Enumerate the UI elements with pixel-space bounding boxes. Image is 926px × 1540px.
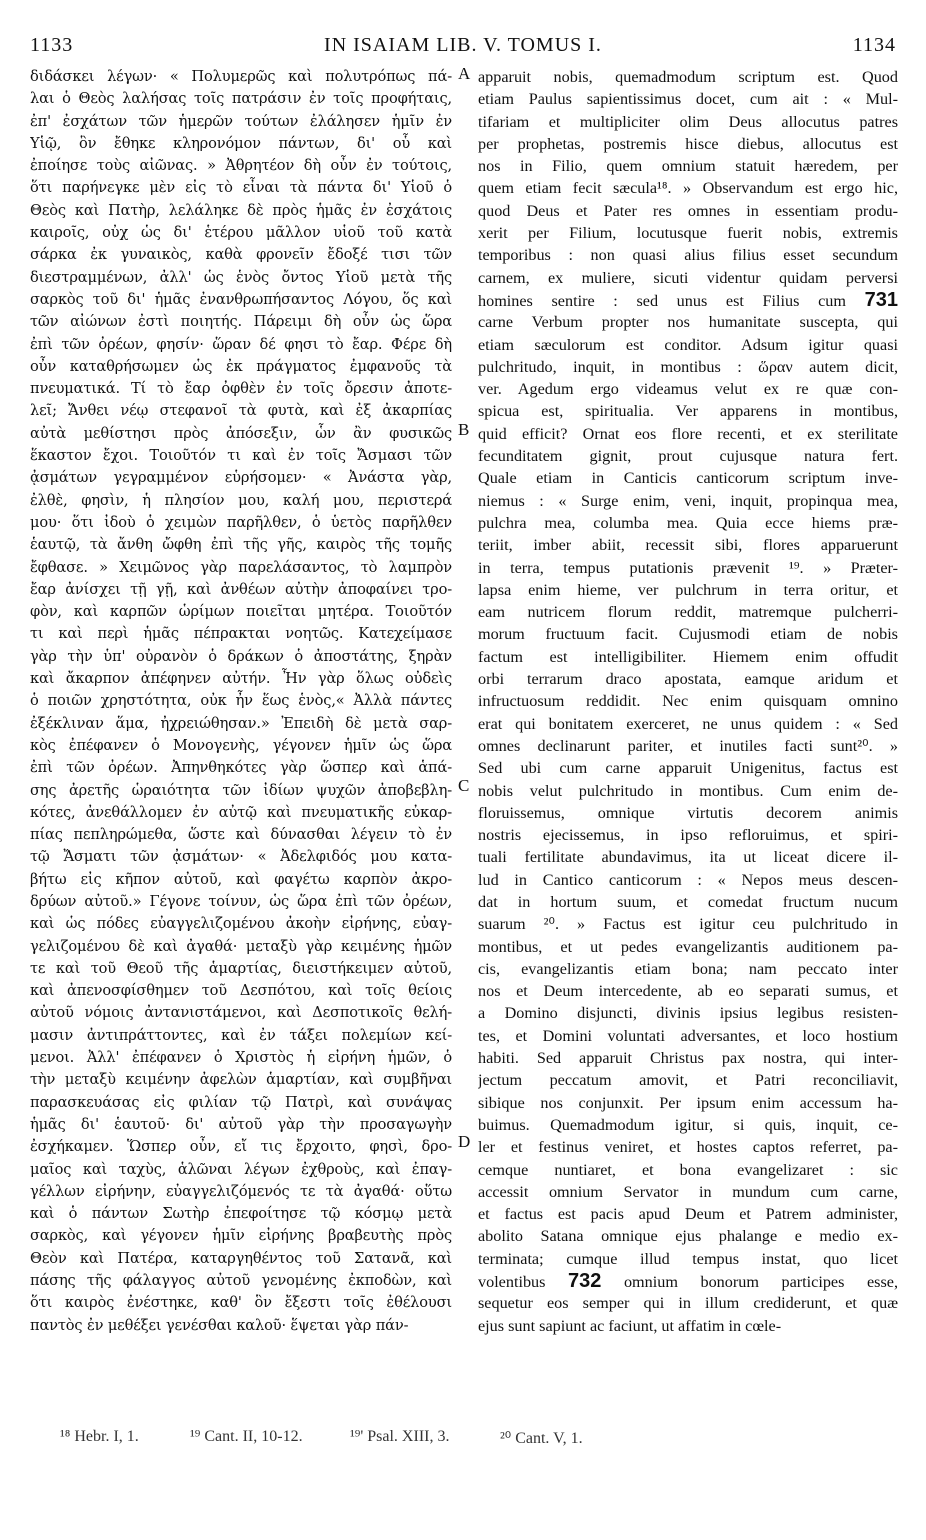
latin-text-line: floruissemus, omnique virtutis decorem animis xyxy=(478,803,898,822)
latin-column xyxy=(478,66,898,1337)
latin-text-line: nostris ejecissemus, in ipso refloruimus, et spiri- xyxy=(478,826,898,845)
greek-text-line: τὴν μεταξὺ κειμένην ἀφελὼν ἁμαρτίαν, καὶ συμβῆναι xyxy=(30,1071,452,1089)
latin-text-line: nobis velut pulchritudo in montibus. Cum enim de- xyxy=(478,781,898,800)
greek-text-line: σάρκα ἐκ γυναικὸς, καθὰ φρονεῖν ἔδοξέ τισι τῶν xyxy=(30,246,452,264)
greek-text-line: οὖν καταθρήσωμεν ὡς ἐκ πράγματος ἐμφανοῦς τὰ xyxy=(30,357,452,375)
latin-text-line: nos in Filio, quem omnium statuit hæredem, per xyxy=(478,157,898,176)
greek-text-line: γελιζομένου δὲ καὶ ἀγαθά· μεταξὺ γὰρ κειμένης ἡμῶν xyxy=(30,937,452,955)
greek-text-line: πάσης τῆς φάλαγγος αὐτοῦ γενομένης ἐκποδὼν, καὶ xyxy=(30,1272,452,1290)
column-page-marker: 731 xyxy=(864,288,898,311)
greek-text-line: φὸν, καὶ καρπῶν ὡρίμων ποιεῖται μητέρα. Τοιοῦτόν xyxy=(30,603,452,621)
latin-text-line: jectum peccatum amovit, et Patri reconciliavit, xyxy=(478,1071,898,1090)
greek-text-line: ἐλθὲ, φησὶν, ἡ πλησίον μου, καλή μου, περιστερά xyxy=(30,491,452,509)
latin-text-line: Quale etiam in Canticis canticorum scriptum inve- xyxy=(478,469,898,488)
greek-text-line: ἑαυτῷ, τὰ ἄνθη ὤφθη ἐπὶ τῆς γῆς, καιρὸς τῆς τομῆς xyxy=(30,536,452,554)
greek-text-line: Θεὸν καὶ Πατέρα, καταργηθέντος τοῦ Σατανᾶ, καὶ xyxy=(30,1249,452,1267)
greek-text-line: καὶ ἄκαρπον ἀπέφηνεν αὐτήν. Ἦν γὰρ ὅλως οὐδεὶς xyxy=(30,670,452,688)
greek-text-line: παντὸς ἐν μεθέξει γενέσθαι καλοῦ· ἕψεται γὰρ πάν- xyxy=(30,1316,409,1334)
latin-text-line: xerit per Filium, locutusque fuerit nobis, extremis xyxy=(478,224,898,243)
greek-text-line: σαρκὸς, καὶ γέγονεν ἡμῖν εἰρήνης βραβευτὴς πρὸς xyxy=(30,1227,452,1245)
greek-text-line: Θεὸς καὶ Πατὴρ, λελάληκε δὲ πρὸς ἡμᾶς ἐν ἐσχάτοις xyxy=(30,201,452,219)
latin-text-line: niemus : « Surge enim, veni, inquit, propinqua mea, xyxy=(478,491,898,510)
latin-text-line: pulchra mea, columba mea. Quia ecce hiems præ- xyxy=(478,513,898,532)
greek-text-line: παρασκευάσας εἰς φιλίαν τῷ Πατρὶ, καὶ συνάψας xyxy=(30,1093,452,1111)
footnote: ¹⁹ Cant. II, 10-12. xyxy=(190,1428,303,1445)
margin-letter-a: A xyxy=(458,64,471,83)
greek-text-line: δρύων αὐτοῦ.» Γέγονε τοίνυν, ὡς ὥρα ἐπὶ τῶν ὀρέων, xyxy=(30,892,452,910)
greek-text-line: καὶ ὡς πόδες εὐαγγελιζομένου ἀκοὴν εἰρήνης, εὐαγ- xyxy=(30,915,452,933)
latin-text-line: cemque nuntiaret, et bona evangelizaret : sic xyxy=(478,1160,898,1179)
latin-text-line: morum fructuum facit. Cujusmodi etiam de nobis xyxy=(478,625,898,644)
latin-text-line: sequetur eos semper qui in illum crediderunt, et quæ xyxy=(478,1294,898,1313)
footnote: ¹⁹' Psal. XIII, 3. xyxy=(350,1428,450,1445)
greek-text-line: πνευματικά. Τί τὸ ἔαρ ὀφθὲν ἐν τοῖς ὄρεσιν ἀποτε- xyxy=(30,380,452,398)
latin-text-line: ver. Agedum ergo videamus velut ex re quæ con- xyxy=(478,380,898,399)
latin-text-line: temporibus : non quasi alius filius esset secundum xyxy=(478,246,898,265)
latin-text-line: factum est intelligibiliter. Hiemem enim offudit xyxy=(478,647,898,666)
greek-text-line: ἡμᾶς δι' ἑαυτοῦ· δι' αὐτοῦ γὰρ τὴν προσαγωγὴν xyxy=(30,1115,452,1133)
latin-text-line: accessit omnium Servator in mundum cum carne, xyxy=(478,1182,898,1201)
latin-text-line: quod Deus et Pater res omnes in essentiam produ- xyxy=(478,201,898,220)
running-title: IN ISAIAM LIB. V. TOMUS I. xyxy=(324,34,602,56)
latin-text-line: etiam Paulus sapientissimus docet, cum ait : « Mul- xyxy=(478,90,898,109)
greek-text-line: τε καὶ τοῦ Θεοῦ τῆς ἁμαρτίας, διειστήκειμεν αὐτοῦ, xyxy=(30,959,452,977)
latin-text-line: etiam sæculorum est conditor. Adsum igitur quasi xyxy=(478,335,898,354)
latin-text-line: terminata; cumque illud tempus instat, quo licet xyxy=(478,1249,898,1268)
greek-text-line: αὐτὰ μεθίστησι πρὸς ἀπόσεξιν, ὧν ἂν φυσικῶς xyxy=(30,424,452,442)
latin-text-line: buimus. Quemadmodum igitur, si quis, inquit, ce- xyxy=(478,1115,898,1134)
greek-text-line: μου· ὅτι ἰδοὺ ὁ χειμὼν παρῆλθεν, ὁ ὑετὸς παρῆλθεν xyxy=(30,513,452,531)
greek-text-line: ἐπ' ἐσχάτων τῶν ἡμερῶν τούτων ἐλάλησεν ἡμῖν ἐν xyxy=(30,112,452,130)
latin-text-line: tifariam et multipliciter olim Deus allocutus patres xyxy=(478,112,898,131)
greek-text-line: ᾀσμάτων γεγραμμένον εὑρήσομεν· « Ἀνάστα γὰρ, xyxy=(30,469,452,487)
latin-text-line: eam nutricem florum reddit, matremque pulcherri- xyxy=(478,603,898,622)
margin-letter-b: B xyxy=(458,420,470,439)
margin-letter-c: C xyxy=(458,776,470,795)
greek-text-line: κὸς ἐπέφανεν ὁ Μονογενὴς, γέγονεν ἡμῖν ὡς ὥρα xyxy=(30,736,452,754)
latin-text-line: quid efficit? Ornat eos flore recenti, et ex sterilitate xyxy=(478,424,898,443)
latin-text-line: orbi terrarum draco apostata, eamque aridum et xyxy=(478,670,898,689)
latin-text-line: spicua est, spiritualia. Ver apparens in montibus, xyxy=(478,402,898,421)
greek-text-line: βήτω εἰς κῆπον αὐτοῦ, καὶ φαγέτω καρπὸν ἀκρο- xyxy=(30,870,452,888)
greek-text-line: καὶ ἀπενοσφίσθημεν τοῦ Δεσπότου, καὶ τοῖς θείοις xyxy=(30,982,452,1000)
greek-text-line: αὐτοῦ νόμοις ἀντανιστάμενοι, καὶ Δεσποτικοῖς θελή- xyxy=(30,1004,452,1022)
latin-text-line: volentibus 732 omnium bonorum participes esse, xyxy=(478,1270,898,1293)
greek-text-line: ἐξέκλιναν ἅμα, ἠχρειώθησαν.» Ἐπειδὴ δὲ μετὰ σαρ- xyxy=(30,714,452,732)
greek-text-line: γὰρ τὴν ὑπ' οὐρανὸν ὁ δράκων ὁ ἀποστάτης, ξηρὰν xyxy=(30,647,452,665)
greek-text-line: καὶ ὁ πάντων Σωτὴρ ἐπεφοίτησε τῷ κόσμῳ μετὰ xyxy=(30,1205,452,1223)
latin-text-line: apparuit nobis, quemadmodum scriptum est. Quod xyxy=(478,68,898,86)
greek-text-line: τῶν αἰώνων ἐστὶ ποιητής. Πάρειμι δὴ οὖν ὡς ὥρα xyxy=(30,313,452,331)
latin-text-line: ler et festinus veniret, et hostes captos referret, pa- xyxy=(478,1138,898,1157)
latin-text-line: infructuosum reddidit. Nec enim quisquam omnino xyxy=(478,692,898,711)
greek-text-line: κότες, ἀνεθάλλομεν ἐν αὐτῷ καὶ πνευματικῆς εὐκαρ- xyxy=(30,803,452,821)
latin-text-line: homines sentire : sed unus est Filius cum 731 xyxy=(478,288,898,311)
latin-text-line: Sed ubi cum carne apparuit Unigenitus, factus est xyxy=(478,759,898,778)
latin-text-line: a Domino disjuncti, divinis ipsius legibus resisten- xyxy=(478,1004,898,1023)
greek-text-line: ὅτι καιρὸς ἐνέστηκε, καθ' ὃν ἔξεστι τοῖς ἐθέλουσι xyxy=(30,1294,452,1312)
latin-text-line: carnem, ex muliere, sicuti videntur quidam perversi xyxy=(478,268,898,287)
greek-text-line: ὁ ποιῶν χρηστότητα, οὐκ ἦν ἕως ἑνὸς,« Ἀλλὰ πάντες xyxy=(30,692,452,710)
latin-text-line: erat qui bonitatem exerceret, ne unus quidem : « Sed xyxy=(478,714,898,733)
margin-letter-d: D xyxy=(458,1132,471,1151)
greek-text-line: διεστραμμένων, ἀλλ' ὡς ἑνὸς ὄντος Υἱοῦ μετὰ τῆς xyxy=(30,268,452,286)
latin-text-line: fecunditatem gignit, prout cujusque natura fert. xyxy=(478,447,898,466)
greek-text-line: γέλλων εἰρήνην, εὐαγγελιζόμενός τε τὰ ἀγαθά· οὕτω xyxy=(30,1182,452,1200)
latin-text-line: nos et Deum intercedente, ab eo separati sumus, et xyxy=(478,982,898,1001)
greek-text-line: ἐποίησε τοὺς αἰῶνας. » Ἀθρητέον δὴ οὖν ἐν τούτοις, xyxy=(30,157,452,175)
greek-text-line: ἔφθασε. » Χειμῶνος γὰρ παρελάσαντος, τὸ λαμπρὸν xyxy=(30,558,452,576)
latin-text-line: et factus est pacis apud Deum et Patrem administer, xyxy=(478,1205,898,1224)
latin-text-line: quem etiam fecit sæcula¹⁸. » Observandum est ergo hic, xyxy=(478,179,898,198)
page-header xyxy=(30,34,896,60)
greek-text-line: ἐπὶ τῶν ὀρέων, φησίν· ὥραν δέ φησι τὸ ἔαρ. Φέρε δὴ xyxy=(30,335,452,353)
greek-text-line: καιροῖς, οὐχ ὡς δι' ἑτέρου μᾶλλον υἱοῦ τοῦ κατὰ xyxy=(30,224,452,242)
footnotes xyxy=(60,1428,880,1452)
latin-text-line: pulchritudo, inquit, in montibus : ὥραν autem dicit, xyxy=(478,357,898,376)
greek-text-line: διδάσκει λέγων· « Πολυμερῶς καὶ πολυτρόπως πά- xyxy=(30,68,452,85)
page-number-right: 1134 xyxy=(852,34,896,56)
greek-text-line: τι καὶ περὶ ἡμᾶς πέπρακται νοητῶς. Κατεχείμασε xyxy=(30,625,452,643)
greek-text-line: ἐσχήκαμεν. Ὥσπερ οὖν, εἴ τις ἔρχοιτο, φησὶ, δρο- xyxy=(30,1138,452,1156)
latin-text-line: habiti. Sed apparuit Christus pax nostra, qui inter- xyxy=(478,1049,898,1068)
latin-text-line: carne Verbum propter nos humanitate suscepta, qui xyxy=(478,313,898,332)
greek-text-line: μαῖος καὶ ταχὺς, ἁλῶναι λέγων ἐχθροὺς, καὶ ἐπαγ- xyxy=(30,1160,452,1178)
latin-text-line: lapsa enim hieme, ver pulchrum in terra oritur, et xyxy=(478,580,898,599)
column-page-marker: 732 xyxy=(568,1270,602,1293)
greek-text-line: Υἱῷ, ὃν ἔθηκε κληρονόμον πάντων, δι' οὗ καὶ xyxy=(30,134,452,152)
latin-text-line: lud in Cantico canticorum : « Nepos meus descen- xyxy=(478,870,898,889)
page-number-left: 1133 xyxy=(30,34,74,56)
greek-text-line: μενοι. Ἀλλ' ἐπέφανεν ὁ Χριστὸς ἡ εἰρήνη ἡμῶν, ὁ xyxy=(30,1049,452,1067)
latin-text-line: tes, et Domini voluntati adversantes, et loco hostium xyxy=(478,1026,898,1045)
greek-text-line: λαι ὁ Θεὸς λαλήσας τοῖς πατράσιν ἐν τοῖς προφήταις, xyxy=(30,90,452,108)
latin-text-line: cis, evangelizantis etiam bona; nam peccato inter xyxy=(478,959,898,978)
latin-text-line: tuali fertilitate abundavimus, ita ut liceat dicere il- xyxy=(478,848,898,867)
latin-text-line: omnes declinarunt pariter, et inutiles facti sunt²⁰. » xyxy=(478,736,898,755)
latin-text-line: teriit, imber abiit, recessit sibi, flores apparuerunt xyxy=(478,536,898,555)
greek-column xyxy=(30,66,452,1337)
greek-text-line: ἕκαστον ἔχοι. Τοιοῦτόν τι καὶ ἐν τοῖς Ἄσμασι τῶν xyxy=(30,447,452,465)
greek-text-line: ἔαρ ἀνίσχει τῇ γῇ, καὶ ἀνθέων αὐτὴν ἀποφαίνει τρο- xyxy=(30,580,452,598)
greek-text-line: σης ἀρετῆς ὡραιότητα τῶν ἰδίων ψυχῶν ἀποβεβλη- xyxy=(30,781,452,799)
latin-text-line: per prophetas, postremis hisce diebus, allocutus est xyxy=(478,134,898,153)
greek-text-line: ὅτι παρήνεγκε μὲν εἰς τὸ εἶναι τὰ πάντα δι' Υἱοῦ ὁ xyxy=(30,179,452,197)
greek-text-line: λεῖ; Ἄνθει νέῳ στεφανοῖ τὰ φυτὰ, καὶ ἐξ ἀκαρπίας xyxy=(30,402,452,420)
greek-text-line: τῷ Ἄσματι τῶν ᾀσμάτων· « Ἀδελφιδός μου κατα- xyxy=(30,848,452,866)
latin-text-line: sibique nos conjunxit. Per ipsum enim accessum ha- xyxy=(478,1093,898,1112)
greek-text-line: σαρκὸς τοῦ δι' ἡμᾶς ἐνανθρωπήσαντος Λόγου, ὅς καὶ xyxy=(30,290,452,308)
footnote: ¹⁸ Hebr. I, 1. xyxy=(60,1428,139,1445)
latin-text-line: montibus, et ut pedes evangelizantis auditionem pa- xyxy=(478,937,898,956)
latin-text-line: suarum ²⁰. » Factus est igitur ceu pulchritudo in xyxy=(478,915,898,934)
latin-text-line: ejus sunt sapiunt ac faciunt, ut affatim in cœle- xyxy=(478,1316,782,1335)
latin-text-line: in terra, tempus putationis prævenit ¹⁹. » Præter- xyxy=(478,558,898,577)
latin-text-line: dat in hortum suum, et comedat fructum nucum xyxy=(478,892,898,911)
latin-text-line: abolito Satana omnique ejus phalange e medio ex- xyxy=(478,1227,898,1246)
greek-text-line: πίας πεπληρώμεθα, ὥστε καὶ δύνασθαι λέγειν τὸ ἐν xyxy=(30,826,452,844)
greek-text-line: ἐπὶ τῶν ὀρέων. Ἀπηνθηκότες γὰρ ὥσπερ καὶ ἁπά- xyxy=(30,759,452,777)
greek-text-line: μασιν ἀντιπράττοντες, καὶ ἐν τάξει πολεμίων κεί- xyxy=(30,1026,452,1044)
footnote: ²⁰ Cant. V, 1. xyxy=(500,1430,583,1447)
